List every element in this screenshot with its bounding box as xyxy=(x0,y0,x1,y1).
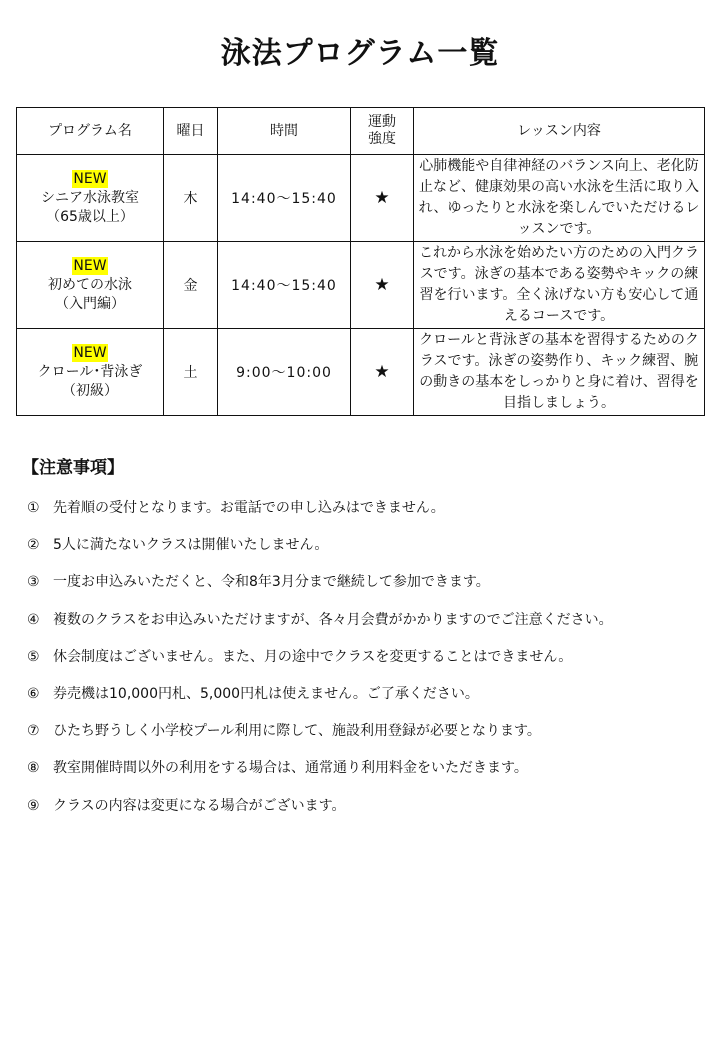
note-item xyxy=(27,720,707,742)
note-text: クラスの内容は変更になる場合がございます。 xyxy=(53,797,346,814)
program-level: （初級） xyxy=(62,382,118,399)
note-text: 複数のクラスをお申込みいただけますが、各々月会費がかかりますのでご注意ください。 xyxy=(53,611,613,628)
new-badge: NEW xyxy=(73,257,107,274)
table-row xyxy=(17,155,705,242)
notes-list xyxy=(27,497,707,832)
notes-heading: 【注意事項】 xyxy=(22,458,124,478)
note-item xyxy=(27,609,707,631)
note-item xyxy=(27,571,707,593)
program-level: （65歳以上） xyxy=(46,208,134,225)
program-name-cell xyxy=(17,329,164,416)
header-intensity xyxy=(351,108,414,155)
program-name: クロール･背泳ぎ xyxy=(37,363,143,380)
time-cell: 9:00～10:00 xyxy=(218,329,351,416)
time-cell: 14:40～15:40 xyxy=(218,155,351,242)
note-item xyxy=(27,795,707,817)
note-text: 一度お申込みいただくと、令和8年3月分まで継続して参加できます。 xyxy=(53,574,490,591)
header-intensity-line1: 運動 xyxy=(368,114,396,130)
note-number: ⑥ xyxy=(27,685,40,702)
intensity-star-icon: ★ xyxy=(351,329,414,416)
note-text: 先着順の受付となります。お電話での申し込みはできません。 xyxy=(53,500,445,516)
program-name: シニア水泳教室 xyxy=(41,189,139,206)
day-cell: 土 xyxy=(164,329,218,416)
lesson-description: これから水泳を始めたい方のための入門クラスです。泳ぎの基本である姿勢やキックの練習を行います。全く泳げない方も安心して通えるコースです。 xyxy=(414,242,705,329)
note-item xyxy=(27,497,707,519)
time-cell: 14:40～15:40 xyxy=(218,242,351,329)
table-row xyxy=(17,329,705,416)
note-item xyxy=(27,646,707,668)
lesson-description: 心肺機能や自律神経のバランス向上、老化防止など、健康効果の高い水泳を生活に取り入れ、ゆったりと水泳を楽しんでいただけるレッスンです。 xyxy=(414,155,705,242)
note-text: ひたち野うしく小学校プール利用に際して、施設利用登録が必要となります。 xyxy=(53,723,541,740)
note-text: 休会制度はございません。また、月の途中でクラスを変更することはできません。 xyxy=(53,648,573,665)
intensity-star-icon: ★ xyxy=(351,155,414,242)
program-name-cell xyxy=(17,242,164,329)
table-header-row xyxy=(17,108,705,155)
note-text: 5人に満たないクラスは開催いたしません。 xyxy=(53,537,329,554)
note-number: ⑧ xyxy=(27,760,40,777)
program-name: 初めての水泳 xyxy=(48,276,132,293)
new-badge: NEW xyxy=(73,344,107,361)
program-level: （入門編） xyxy=(55,295,125,312)
header-lesson-content: レッスン内容 xyxy=(414,108,705,155)
note-number: ① xyxy=(27,500,40,516)
note-item xyxy=(27,757,707,779)
new-badge: NEW xyxy=(73,170,107,187)
note-number: ② xyxy=(27,537,40,554)
page-title: 泳法プログラム一覧 xyxy=(220,36,500,71)
note-number: ⑤ xyxy=(27,648,40,665)
program-table xyxy=(16,107,705,416)
header-time: 時間 xyxy=(218,108,351,155)
note-number: ③ xyxy=(27,574,40,591)
note-number: ④ xyxy=(27,611,40,628)
note-item xyxy=(27,683,707,705)
note-text: 券売機は10,000円札、5,000円札は使えません。ご了承ください。 xyxy=(53,685,479,702)
program-name-cell xyxy=(17,155,164,242)
note-item xyxy=(27,534,707,556)
header-program-name: プログラム名 xyxy=(17,108,164,155)
table-row xyxy=(17,242,705,329)
header-day: 曜日 xyxy=(164,108,218,155)
header-intensity-line2: 強度 xyxy=(368,131,396,147)
note-number: ⑨ xyxy=(27,797,40,814)
intensity-star-icon: ★ xyxy=(351,242,414,329)
note-number: ⑦ xyxy=(27,723,40,740)
day-cell: 金 xyxy=(164,242,218,329)
lesson-description: クロールと背泳ぎの基本を習得するためのクラスです。泳ぎの姿勢作り、キック練習、腕の動きの基本をしっかりと身に着け、習得を目指しましょう。 xyxy=(414,329,705,416)
day-cell: 木 xyxy=(164,155,218,242)
note-text: 教室開催時間以外の利用をする場合は、通常通り利用料金をいただきます。 xyxy=(53,760,528,777)
